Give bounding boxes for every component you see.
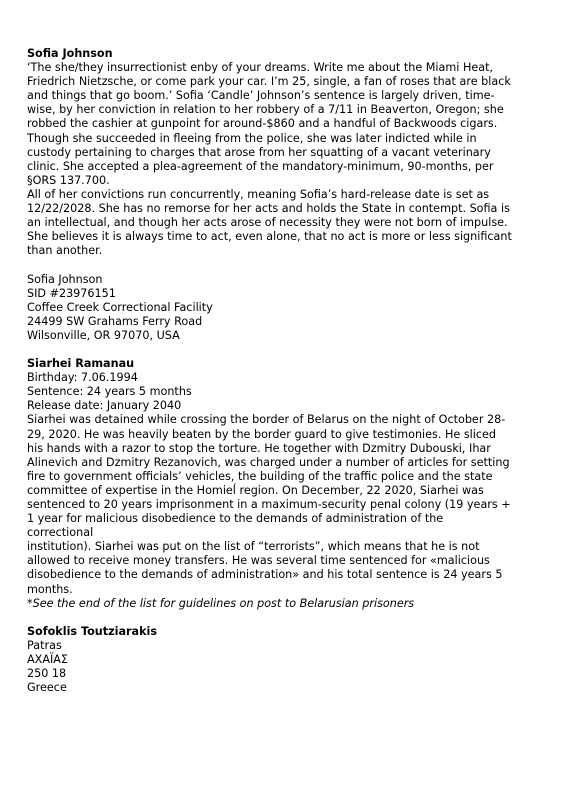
guidelines-note: *See the end of the list for guidelines on post to Belarusian prisoners: [27, 596, 415, 610]
bio-paragraph: All of her convictions run concurrently, meaning Sofia’s hard-release date is set as 12/22/2028. She has no remorse for her acts and holds the State in contempt. Sofia is an intellectual, and though her acts arose of necessity they were not born of impulse. She believes it is always time to act, even alone, that no act is more or less significant than another.: [27, 187, 512, 258]
address-line: Greece: [27, 681, 67, 695]
mailing-address: [27, 639, 512, 695]
detail-line: Release date: January 2040: [27, 399, 182, 413]
bio-paragraph: institution). Siarhei was put on the list of “terrorists”, which means that he is not allowed to receive money transfers. He was several time sentenced for «malicious disobedience to the demands of administration» and his total sentence is 24 years 5 months.: [27, 540, 503, 596]
address-line: Sofia Johnson: [27, 272, 103, 286]
address-line: 250 18: [27, 667, 67, 681]
address-line: Coffee Creek Correctional Facility: [27, 300, 213, 314]
address-line: Wilsonville, OR 97070, USA: [27, 328, 180, 342]
detail-line: Birthday: 7.06.1994: [27, 371, 138, 385]
document-page: [27, 47, 512, 695]
prisoner-entry-sofoklis-toutziarakis: [27, 625, 512, 695]
prisoner-entry-siarhei-ramanau: [27, 357, 512, 611]
prisoner-entry-sofia-johnson: [27, 47, 512, 343]
prisoner-name: Sofia Johnson: [27, 47, 113, 60]
prisoner-name: Sofoklis Toutziarakis: [27, 624, 157, 638]
prisoner-name: Siarhei Ramanau: [27, 357, 135, 371]
detail-line: Sentence: 24 years 5 months: [27, 385, 192, 399]
address-line: ΑΧΑΪΑΣ: [27, 653, 68, 667]
bio-paragraph: Siarhei was detained while crossing the border of Belarus on the night of October 28-29, 2020. He was heavily beaten by the border guard to give testimonies. He sliced his hands with a razor to stop the torture. He together with Dzmitry Dubouski, Ihar Alinevich and Dzmitry Rezanovich, was charged under a number of articles for setting fire to government officials’ vehicles, the building of the traffic police and the state committee of expertise in the Homieĺ region. On December, 22 2020, Siarhei was sentenced to 20 years imprisonment in a maximum-security penal colony (19 years + 1 year for malicious disobedience to the demands of administration of the correctional: [27, 413, 511, 540]
bio-paragraph: ‘The she/they insurrectionist enby of your dreams. Write me about the Miami Heat, Friedrich Nietzsche, or come park your car. I’m 25, single, a fan of roses that are black and things that go boom.’ Sofia ‘Candle’ Johnson’s sentence is largely driven, time-wise, by her conviction in relation to her robbery of a 7/11 in Beaverton, Oregon; she robbed the cashier at gunpoint for around-$860 and a handful of Backwoods cigars. Though she succeeded in fleeing from the police, she was later indicted while in custody pertaining to charges that arose from her squatting of a vacant veterinary clinic. She accepted a plea-agreement of the mandatory-minimum, 90-months, per §ORS 137.700.: [27, 61, 511, 187]
address-line: Patras: [27, 638, 62, 652]
mailing-address: [27, 273, 512, 343]
address-line: SID #23976151: [27, 286, 116, 300]
address-line: 24499 SW Grahams Ferry Road: [27, 314, 203, 328]
